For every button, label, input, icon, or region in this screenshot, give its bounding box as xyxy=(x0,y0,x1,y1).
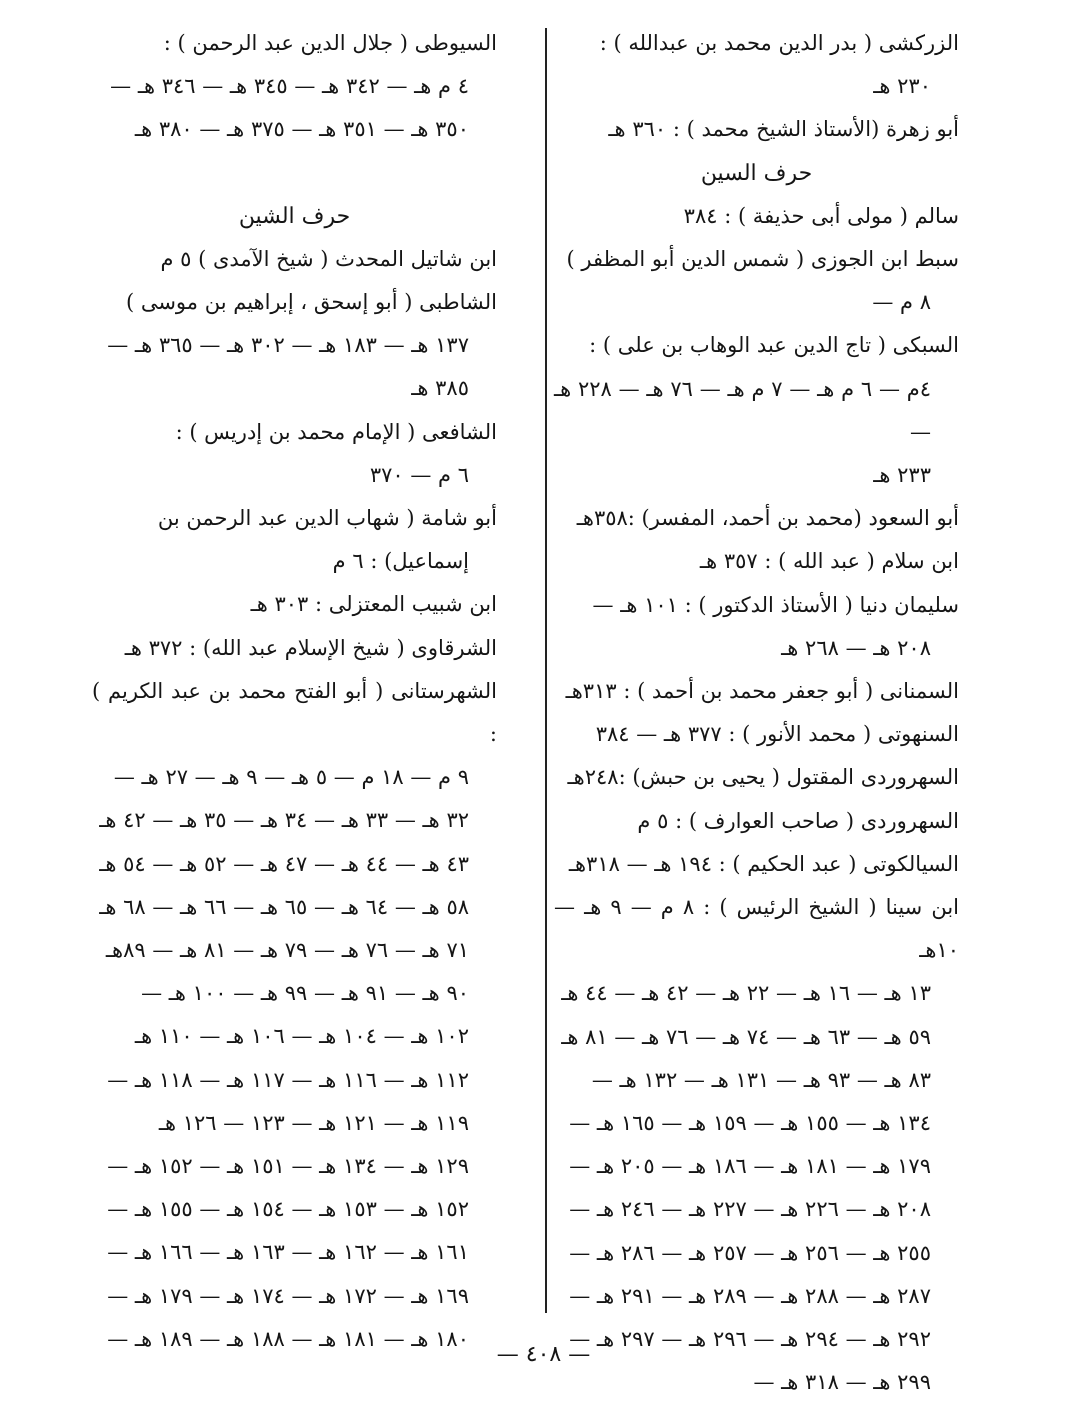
entry-pages: ١٣٧ هـ — ١٨٣ هـ — ٣٠٢ هـ — ٣٦٥ هـ — xyxy=(107,333,469,358)
entry-pages: ١١٩ هـ — ١٢١ هـ — ١٢٣ — ١٢٦ هـ xyxy=(158,1110,469,1135)
entry-pages: ٢٠٨ هـ — ٢٦٨ هـ xyxy=(781,635,931,660)
index-entry xyxy=(554,800,959,843)
entry-name: الشهرستانى ( أبو الفتح محمد بن عبد الكريم ) : xyxy=(92,678,497,747)
entry-pages: ٨٣ هـ — ٩٣ هـ — ١٣١ هـ — ١٣٢ هـ — xyxy=(591,1067,931,1092)
entry-pages: ٢٨٧ هـ — ٢٨٨ هـ — ٢٨٩ هـ — ٢٩١ هـ — xyxy=(569,1283,931,1308)
index-entry xyxy=(554,195,959,238)
index-entry xyxy=(92,497,497,583)
entry-name: أبو شامة ( شهاب الدين عبد الرحمن بن xyxy=(157,506,497,531)
entry-name: ابن سلام ( عبد الله ) : ٣٥٧ هـ xyxy=(699,549,959,574)
entry-name: سبط ابن الجوزى ( شمس الدين أبو المظفر ) xyxy=(566,247,959,272)
entry-name: السنهوتى ( محمد الأنور ) : ٣٧٧ هـ — ٣٨٤ xyxy=(595,722,959,747)
index-entry xyxy=(554,886,959,1404)
entry-pages: ٤ م هـ — ٣٤٢ هـ — ٣٤٥ هـ — ٣٤٦ هـ — xyxy=(110,74,469,99)
index-entry xyxy=(554,670,959,713)
entry-pages: ١٧٩ هـ — ١٨١ هـ — ١٨٦ هـ — ٢٠٥ هـ — xyxy=(569,1154,931,1179)
index-entry xyxy=(554,22,959,108)
index-entry xyxy=(554,713,959,756)
entry-pages: ٨ م — xyxy=(872,290,931,315)
index-entry xyxy=(92,281,497,411)
section-heading: حرف السين xyxy=(700,160,813,186)
entry-pages: ٣٥٠ هـ — ٣٥١ هـ — ٣٧٥ هـ — ٣٨٠ هـ xyxy=(134,117,469,142)
entry-name: أبو زهرة (الأستاذ الشيخ محمد ) : ٣٦٠ هـ xyxy=(608,117,959,142)
entry-pages: ٩ م — ١٨ م — ٥ هـ — ٩ هـ — ٢٧ هـ — xyxy=(113,765,469,790)
entry-name: سليمان دنيا ( الأستاذ الدكتور ) : ١٠١ هـ — xyxy=(592,592,959,617)
index-entry xyxy=(92,583,497,626)
entry-pages: ١٢٩ هـ — ١٣٤ هـ — ١٥١ هـ — ١٥٢ هـ — xyxy=(107,1154,469,1179)
index-entry xyxy=(554,756,959,799)
entry-name: السهروردى ( صاحب العوارف ) : ٥ م xyxy=(637,808,959,833)
column-divider xyxy=(545,28,547,1313)
entry-pages: ٥٩ هـ — ٦٣ هـ — ٧٤ هـ — ٧٦ هـ — ٨١ هـ xyxy=(561,1024,931,1049)
index-column-right xyxy=(554,22,959,1405)
index-entry xyxy=(554,324,959,497)
entry-pages: ١٦٩ هـ — ١٧٢ هـ — ١٧٤ هـ — ١٧٩ هـ — xyxy=(107,1283,469,1308)
entry-pages: ٢٠٨ هـ — ٢٢٦ هـ — ٢٢٧ هـ — ٢٤٦ هـ — xyxy=(569,1197,931,1222)
entry-name: السيوطى ( جلال الدين عبد الرحمن ) : xyxy=(163,31,497,55)
index-entry xyxy=(554,238,959,324)
entry-name: السبكى ( تاج الدين عبد الوهاب بن على ) : xyxy=(589,333,959,358)
index-entry xyxy=(92,627,497,670)
index-entry xyxy=(554,843,959,886)
index-entry xyxy=(92,22,497,152)
entry-pages: ٢٣٠ هـ xyxy=(873,74,931,99)
entry-pages: ١٥٢ هـ — ١٥٣ هـ — ١٥٤ هـ — ١٥٥ هـ — xyxy=(107,1197,469,1222)
entry-name: الشافعى ( الإمام محمد بن إدريس ) : xyxy=(175,419,497,444)
index-entry xyxy=(92,238,497,281)
entry-pages: ٥٨ هـ — ٦٤ هـ — ٦٥ هـ — ٦٦ هـ — ٦٨ هـ xyxy=(99,894,469,919)
index-entry xyxy=(92,670,497,1361)
entry-pages: ٢٩٢ هـ — ٢٩٤ هـ — ٢٩٦ هـ — ٢٩٧ هـ — xyxy=(569,1327,931,1352)
entry-name: السيالكوتى ( عبد الحكيم ) : ١٩٤ هـ — ٣١٨هـ xyxy=(568,851,959,876)
entry-pages: ١١٢ هـ — ١١٦ هـ — ١١٧ هـ — ١١٨ هـ — xyxy=(107,1067,469,1092)
entry-pages: ٦ م — ٣٧٠ xyxy=(369,462,469,487)
index-entry xyxy=(554,584,959,670)
entry-pages: ٢٣٣ هـ xyxy=(873,463,931,488)
entry-name: الزركشى ( بدر الدين محمد بن عبدالله ) : xyxy=(599,31,959,55)
entry-name: ابن شبيب المعتزلى : ٣٠٣ هـ xyxy=(250,592,497,617)
entry-pages: إسماعيل) : ٦ م xyxy=(332,549,469,574)
entry-name: ابن سينا ( الشيخ الرئيس ) : ٨ م — ٩ هـ — ١٠هـ xyxy=(554,895,960,963)
entry-name: الشرقاوى ( شيخ الإسلام عبد الله) : ٣٧٢ هـ xyxy=(124,635,497,660)
entry-pages: ٩٠ هـ — ٩١ هـ — ٩٩ هـ — ١٠٠ هـ — xyxy=(141,981,469,1006)
index-entry xyxy=(554,108,959,151)
entry-pages: ١٣ هـ — ١٦ هـ — ٢٢ هـ — ٤٢ هـ — ٤٤ هـ xyxy=(561,981,931,1006)
entry-name: السمنانى ( أبو جعفر محمد بن أحمد ) : ٣١٣هـ xyxy=(565,679,959,704)
entry-pages: ١٣٤ هـ — ١٥٥ هـ — ١٥٩ هـ — ١٦٥ هـ — xyxy=(569,1111,931,1136)
entry-pages: ٣٢ هـ — ٣٣ هـ — ٣٤ هـ — ٣٥ هـ — ٤٢ هـ xyxy=(99,808,469,833)
entry-name: سالم ( مولى أبى حذيفة ) : ٣٨٤ xyxy=(683,203,959,228)
entry-pages: ١٦١ هـ — ١٦٢ هـ — ١٦٣ هـ — ١٦٦ هـ — xyxy=(107,1240,469,1265)
index-entry xyxy=(554,497,959,540)
entry-name: ابن شاتيل المحدث ( شيخ الآمدى ) ٥ م xyxy=(160,246,497,271)
index-entry xyxy=(92,411,497,497)
section-heading: حرف الشين xyxy=(238,203,351,229)
entry-pages: ٧١ هـ — ٧٦ هـ — ٧٩ هـ — ٨١ هـ — ٨٩هـ xyxy=(105,938,469,963)
entry-name: أبو السعود (محمد بن أحمد، المفسر) :٣٥٨هـ xyxy=(576,506,959,531)
entry-pages: ٢٩٩ هـ — ٣١٨ هـ — xyxy=(753,1370,931,1395)
entry-pages: ١٠٢ هـ — ١٠٤ هـ — ١٠٦ هـ — ١١٠ هـ xyxy=(134,1024,469,1049)
entry-pages: ٢٥٥ هـ — ٢٥٦ هـ — ٢٥٧ هـ — ٢٨٦ هـ — xyxy=(569,1240,931,1265)
entry-pages: ٣٨٥ هـ xyxy=(411,376,469,401)
page-number: — ٤٠٨ — xyxy=(496,1342,591,1367)
entry-name: الشاطبى ( أبو إسحق ، إبراهيم بن موسى ) xyxy=(125,290,497,315)
index-entry xyxy=(554,540,959,583)
entry-pages: ٤٣ هـ — ٤٤ هـ — ٤٧ هـ — ٥٢ هـ — ٥٤ هـ xyxy=(99,851,469,876)
index-column-left xyxy=(92,22,497,1361)
entry-pages: ١٨٠ هـ — ١٨١ هـ — ١٨٨ هـ — ١٨٩ هـ — xyxy=(107,1326,469,1351)
entry-pages: ٤م — ٦ م هـ — ٧ م هـ — ٧٦ هـ — ٢٢٨ هـ — xyxy=(554,376,931,444)
entry-name: السهروردى المقتول ( يحيى بن حبش) :٢٤٨هـ xyxy=(567,765,959,790)
